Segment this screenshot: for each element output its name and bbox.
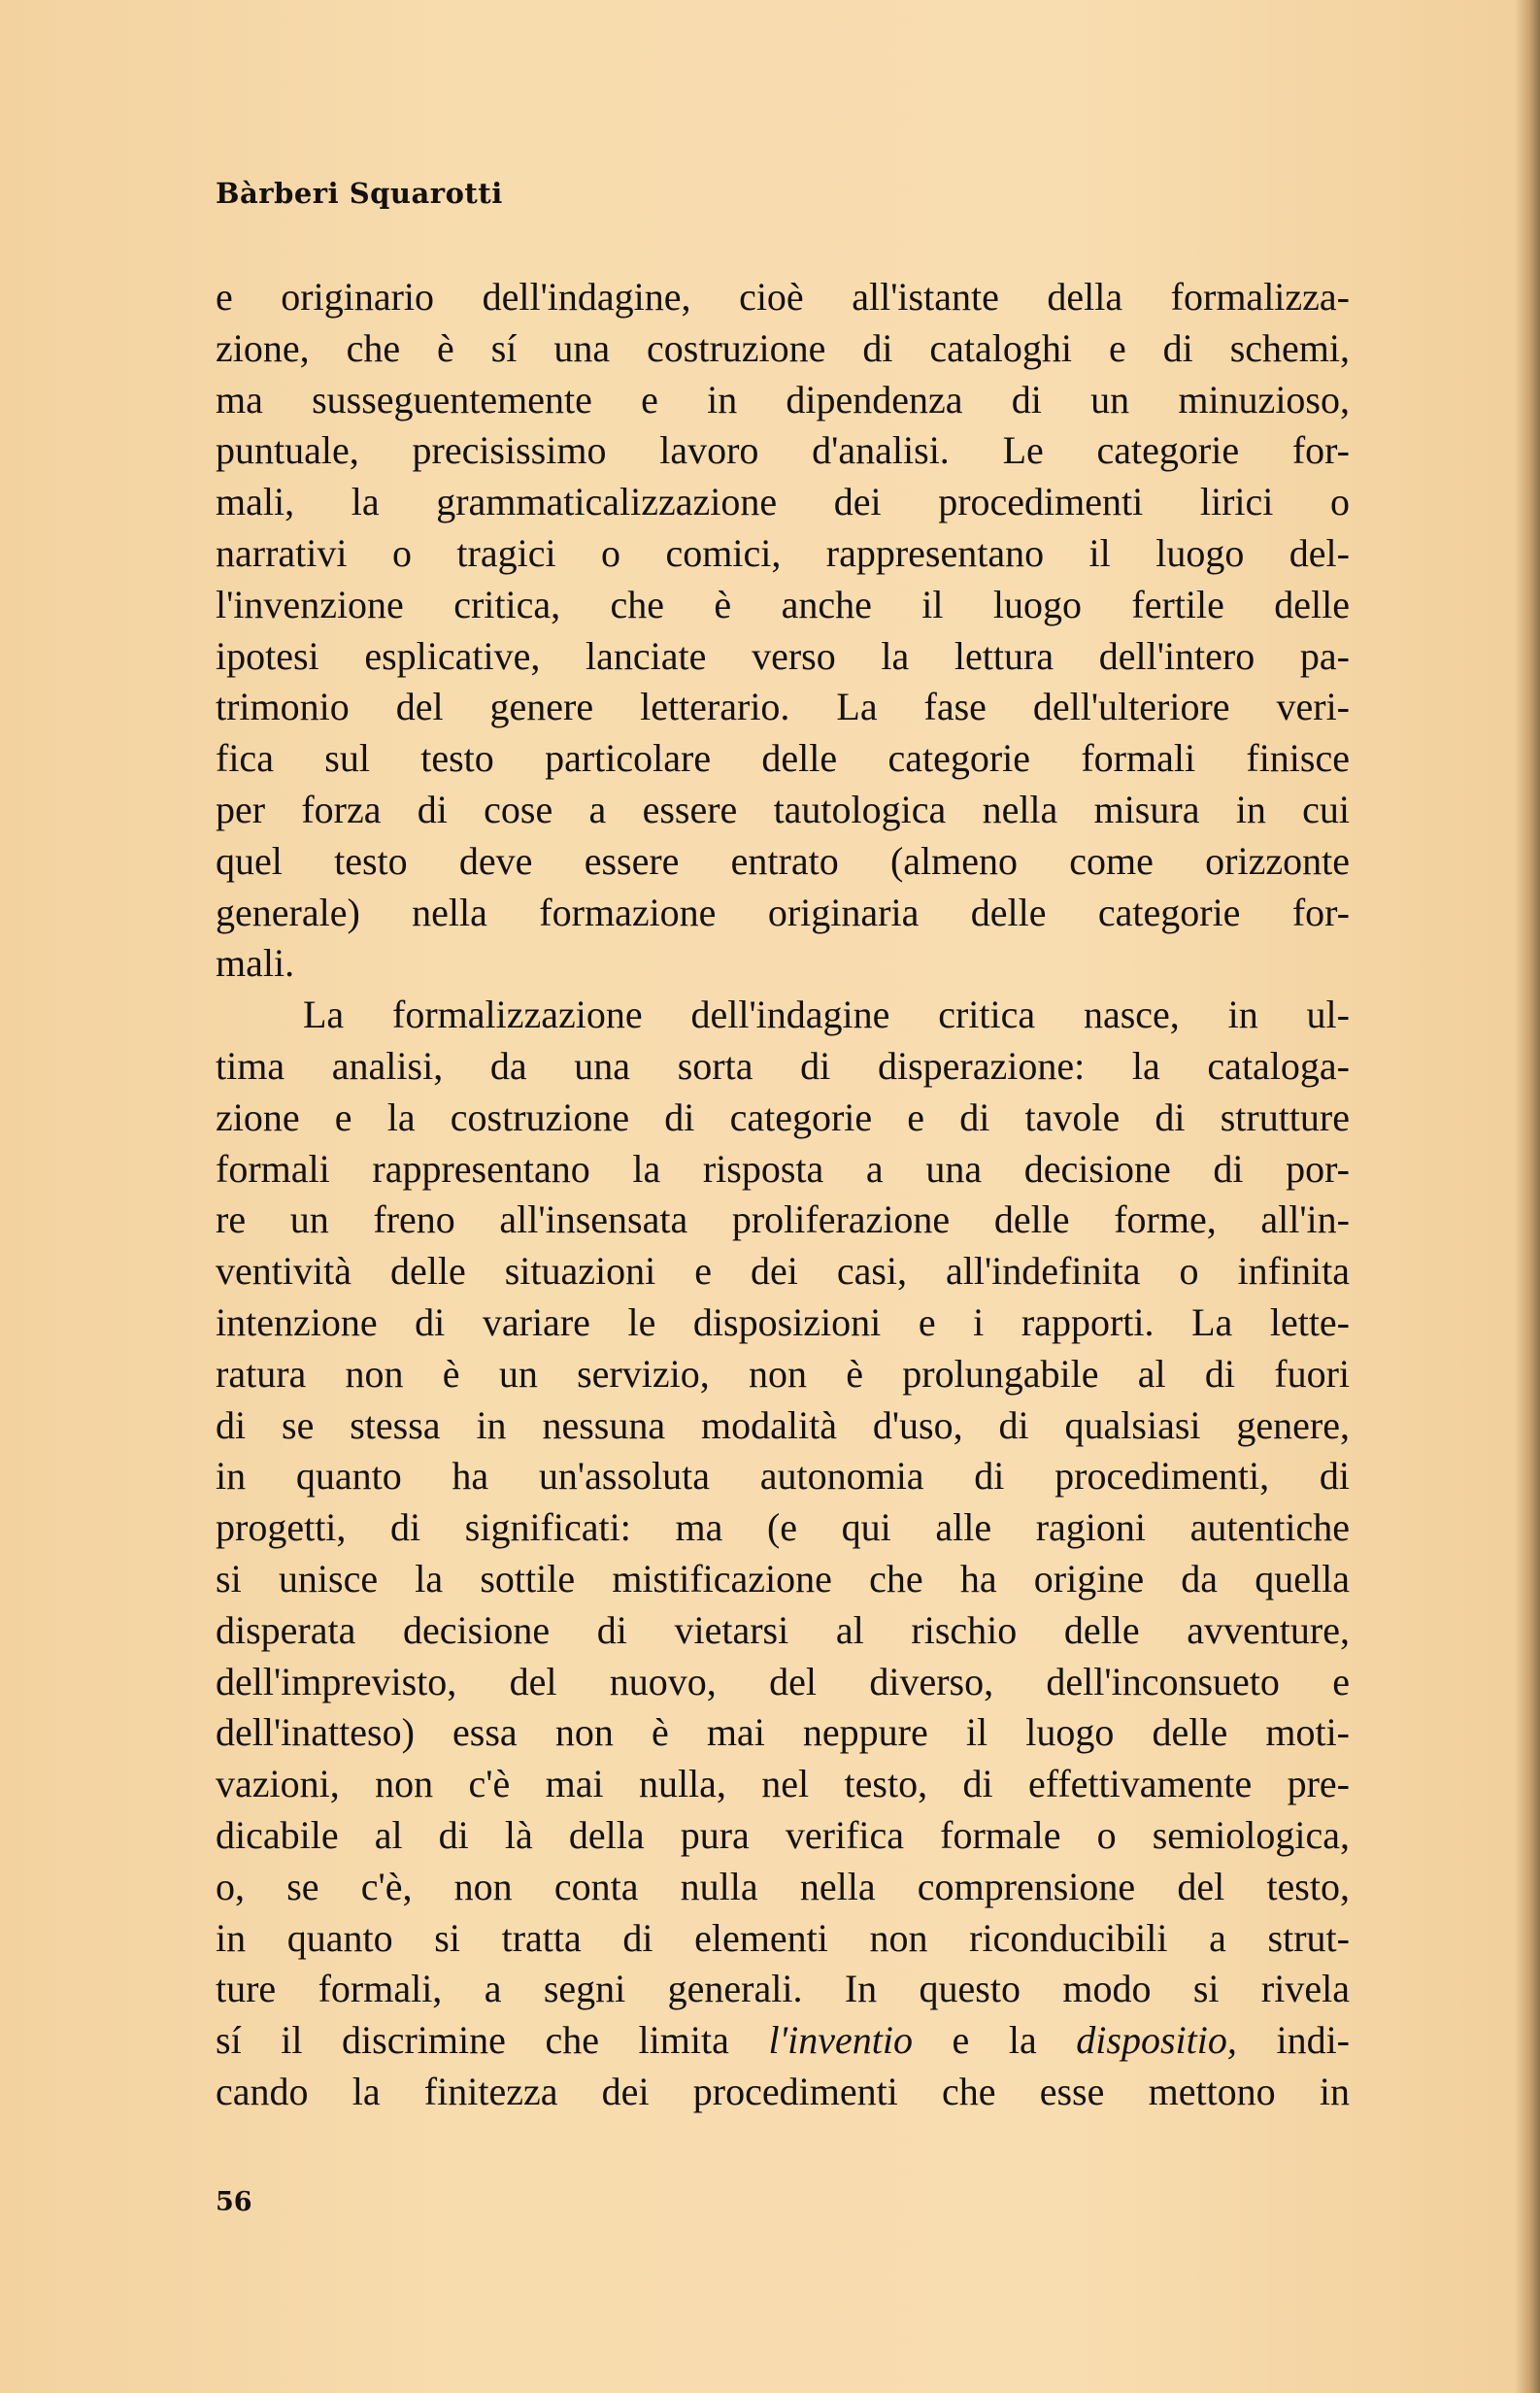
text-line: si unisce la sottile mistificazione che ha origine da quella xyxy=(216,1556,1350,1601)
text-line: tima analisi, da una sorta di disperazione: la cataloga- xyxy=(216,1043,1350,1088)
text-line: ventività delle situazioni e dei casi, all'indefinita o infinita xyxy=(216,1249,1350,1294)
text-line: formali rappresentano la risposta a una decisione di por- xyxy=(216,1146,1350,1191)
text-line: La formalizzazione dell'indagine critica nasce, in ul- xyxy=(303,993,1350,1037)
italic-term-dispositio: dispositio, xyxy=(1076,2018,1237,2063)
text-line: narrativi o tragici o comici, rappresentano il luogo del- xyxy=(216,530,1350,575)
text-line: fica sul testo particolare delle categorie formali finisce xyxy=(216,736,1350,781)
text-line: intenzione di variare le disposizioni e i rapporti. La lette- xyxy=(216,1299,1350,1344)
text-line: puntuale, precisissimo lavoro d'analisi. Le categorie for- xyxy=(216,428,1350,473)
italic-term-inventio: l'inventio xyxy=(768,2018,913,2063)
text-line: in quanto ha un'assoluta autonomia di procedimenti, di xyxy=(216,1454,1350,1499)
text-line: quel testo deve essere entrato (almeno come orizzonte xyxy=(216,838,1350,883)
page-number: 56 xyxy=(216,2187,252,2217)
text-line: ipotesi esplicative, lanciate verso la lettura dell'intero pa- xyxy=(216,633,1350,678)
text-line: disperata decisione di vietarsi al rischio delle avventure, xyxy=(216,1607,1350,1652)
text-line: o, se c'è, non conta nulla nella comprensione del testo, xyxy=(216,1864,1350,1908)
text-line: mali. xyxy=(216,941,295,986)
text-line: cando la finitezza dei procedimenti che esse mettono in xyxy=(216,2069,1350,2113)
text-segment: indi- xyxy=(1236,2018,1351,2063)
text-segment: sí il discrimine che limita xyxy=(216,2018,769,2063)
text-line: ture formali, a segni generali. In questo modo si rivela xyxy=(216,1967,1350,2011)
text-line: dicabile al di là della pura verifica formale o semiologica, xyxy=(216,1812,1350,1857)
text-line-with-italics xyxy=(216,2015,1350,2067)
text-line: l'invenzione critica, che è anche il luogo fertile delle xyxy=(216,582,1350,626)
text-line: dell'inatteso) essa non è mai neppure il luogo delle moti- xyxy=(216,1710,1350,1755)
text-line: ratura non è un servizio, non è prolungabile al di fuori xyxy=(216,1351,1350,1396)
text-line: di se stessa in nessuna modalità d'uso, di qualsiasi genere, xyxy=(216,1402,1350,1447)
page-edge-shadow xyxy=(1515,0,1540,2393)
text-line: progetti, di significati: ma (e qui alle ragioni autentiche xyxy=(216,1505,1350,1550)
text-line: per forza di cose a essere tautologica nella misura in cui xyxy=(216,787,1350,831)
text-line: dell'imprevisto, del nuovo, del diverso, dell'inconsueto e xyxy=(216,1659,1350,1703)
text-line: ma susseguentemente e in dipendenza di un minuzioso, xyxy=(216,377,1350,421)
text-line: zione, che è sí una costruzione di cataloghi e di schemi, xyxy=(216,325,1350,370)
running-head: Bàrberi Squarotti xyxy=(216,177,503,210)
text-line: mali, la grammaticalizzazione dei procedimenti lirici o xyxy=(216,480,1350,524)
text-segment: e la xyxy=(912,2018,1077,2063)
text-line: re un freno all'insensata proliferazione delle forme, all'in- xyxy=(216,1197,1350,1242)
text-line: e originario dell'indagine, cioè all'istante della formalizza- xyxy=(216,275,1350,319)
body-text xyxy=(216,272,1350,2118)
text-line: zione e la costruzione di categorie e di tavole di strutture xyxy=(216,1095,1350,1139)
text-line: in quanto si tratta di elementi non riconducibili a strut- xyxy=(216,1915,1350,1960)
text-line: generale) nella formazione originaria delle categorie for- xyxy=(216,890,1350,934)
text-line: trimonio del genere letterario. La fase dell'ulteriore veri- xyxy=(216,685,1350,729)
text-line: vazioni, non c'è mai nulla, nel testo, di effettivamente pre- xyxy=(216,1762,1350,1806)
